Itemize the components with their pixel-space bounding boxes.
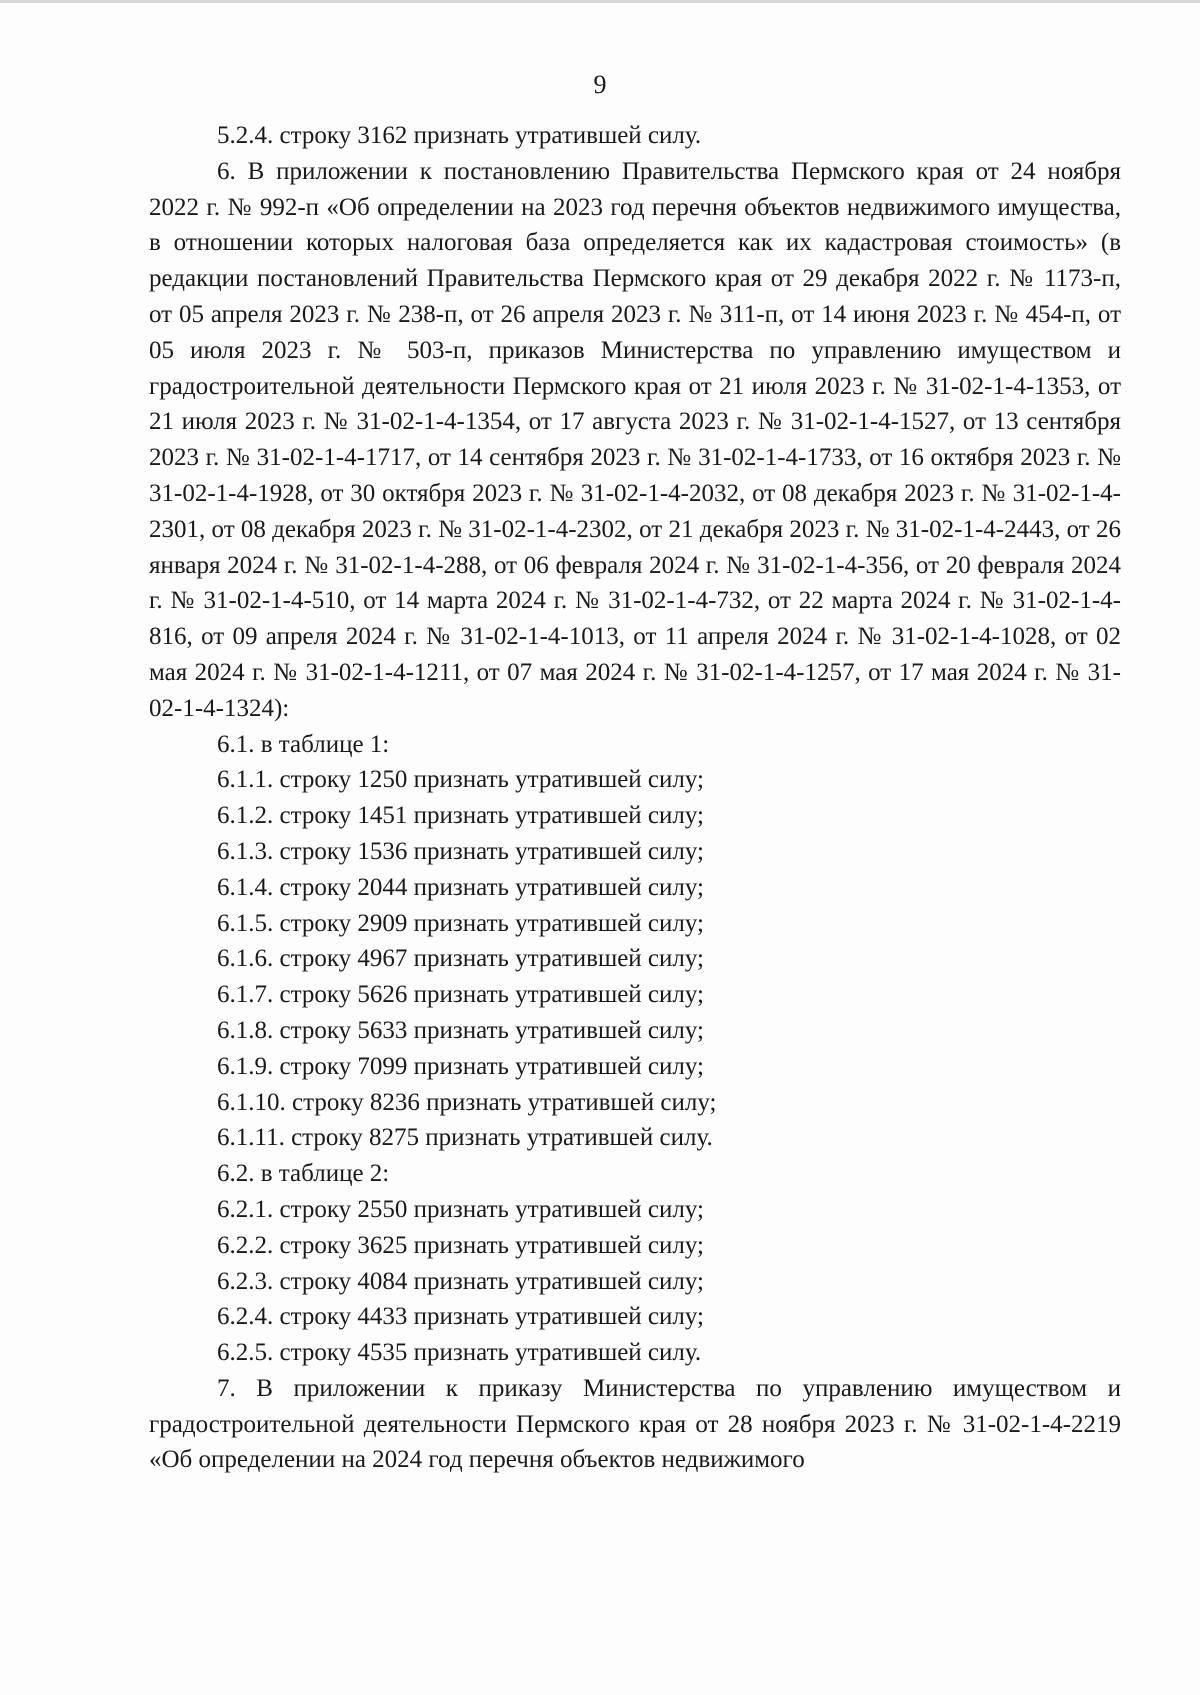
- list-item: 6.1.6. строку 4967 признать утратившей силу;: [217, 945, 704, 973]
- page-number: 9: [593, 70, 607, 99]
- list-item: 6.2. в таблице 2:: [217, 1160, 390, 1188]
- list-item: 6.2.5. строку 4535 признать утратившей силу.: [217, 1339, 702, 1367]
- list-item: 6.1.5. строку 2909 признать утратившей силу;: [217, 909, 704, 937]
- list-item: 6.1.2. строку 1451 признать утратившей силу;: [217, 802, 704, 830]
- list-item: 6.1.4. строку 2044 признать утратившей силу;: [217, 873, 704, 901]
- list-item: 6.1.10. строку 8236 признать утратившей силу;: [217, 1088, 717, 1116]
- list-item: 6.1.3. строку 1536 признать утратившей силу;: [217, 837, 704, 865]
- document-body: [149, 118, 1121, 1478]
- list-item: 6.2.1. строку 2550 признать утратившей силу;: [217, 1195, 704, 1223]
- page-top-edge: [0, 0, 1200, 3]
- list-item: 6.2.4. строку 4433 признать утратившей силу;: [217, 1303, 704, 1331]
- list-item: 6.2.3. строку 4084 признать утратившей силу;: [217, 1267, 704, 1295]
- list-item: 6.1.1. строку 1250 признать утратившей силу;: [217, 766, 704, 794]
- list-item: 6.1.9. строку 7099 признать утратившей силу;: [217, 1052, 704, 1080]
- list-item: 6.2.2. строку 3625 признать утратившей силу;: [217, 1231, 704, 1259]
- list-item: 6.1.7. строку 5626 признать утратившей силу;: [217, 981, 704, 1009]
- paragraph: 6. В приложении к постановлению Правительства Пермского края от 24 ноября 2022 г. № 992-п «Об определении на 2023 год перечня объектов недвижимого имущества, в отношении которых налоговая база определяется как их кадастровая стоимость» (в редакции постановлений Правительства Пермского края от 29 декабря 2022 г. № 1173-п, от 05 апреля 2023 г. № 238-п, от 26 апреля 2023 г. № 311-п, от 14 июня 2023 г. № 454-п, от 05 июля 2023 г. № 503-п, приказов Министерства по управлению имуществом и градостроительной деятельности Пермского края от 21 июля 2023 г. № 31-02-1-4-1353, от 21 июля 2023 г. № 31-02-1-4-1354, от 17 августа 2023 г. № 31-02-1-4-1527, от 13 сентября 2023 г. № 31-02-1-4-1717, от 14 сентября 2023 г. № 31-02-1-4-1733, от 16 октября 2023 г. № 31-02-1-4-1928, от 30 октября 2023 г. № 31-02-1-4-2032, от 08 декабря 2023 г. № 31-02-1-4-2301, от 08 декабря 2023 г. № 31-02-1-4-2302, от 21 декабря 2023 г. № 31-02-1-4-2443, от 26 января 2024 г. № 31-02-1-4-288, от 06 февраля 2024 г. № 31-02-1-4-356, от 20 февраля 2024 г. № 31-02-1-4-510, от 14 марта 2024 г. № 31-02-1-4-732, от 22 марта 2024 г. № 31-02-1-4-816, от 09 апреля 2024 г. № 31-02-1-4-1013, от 11 апреля 2024 г. № 31-02-1-4-1028, от 02 мая 2024 г. № 31-02-1-4-1211, от 07 мая 2024 г. № 31-02-1-4-1257, от 17 мая 2024 г. № 31-02-1-4-1324):: [149, 157, 1121, 722]
- list-item: 6.1. в таблице 1:: [217, 730, 390, 758]
- paragraph: 7. В приложении к приказу Министерства по управлению имуществом и градостроительной деятельности Пермского края от 28 ноября 2023 г. № 31-02-1-4-2219 «Об определении на 2024 год перечня объектов недвижимого: [149, 1374, 1121, 1474]
- list-item: 5.2.4. строку 3162 признать утратившей силу.: [217, 122, 702, 149]
- list-item: 6.1.8. строку 5633 признать утратившей силу;: [217, 1016, 704, 1044]
- list-item: 6.1.11. строку 8275 признать утратившей силу.: [217, 1124, 713, 1152]
